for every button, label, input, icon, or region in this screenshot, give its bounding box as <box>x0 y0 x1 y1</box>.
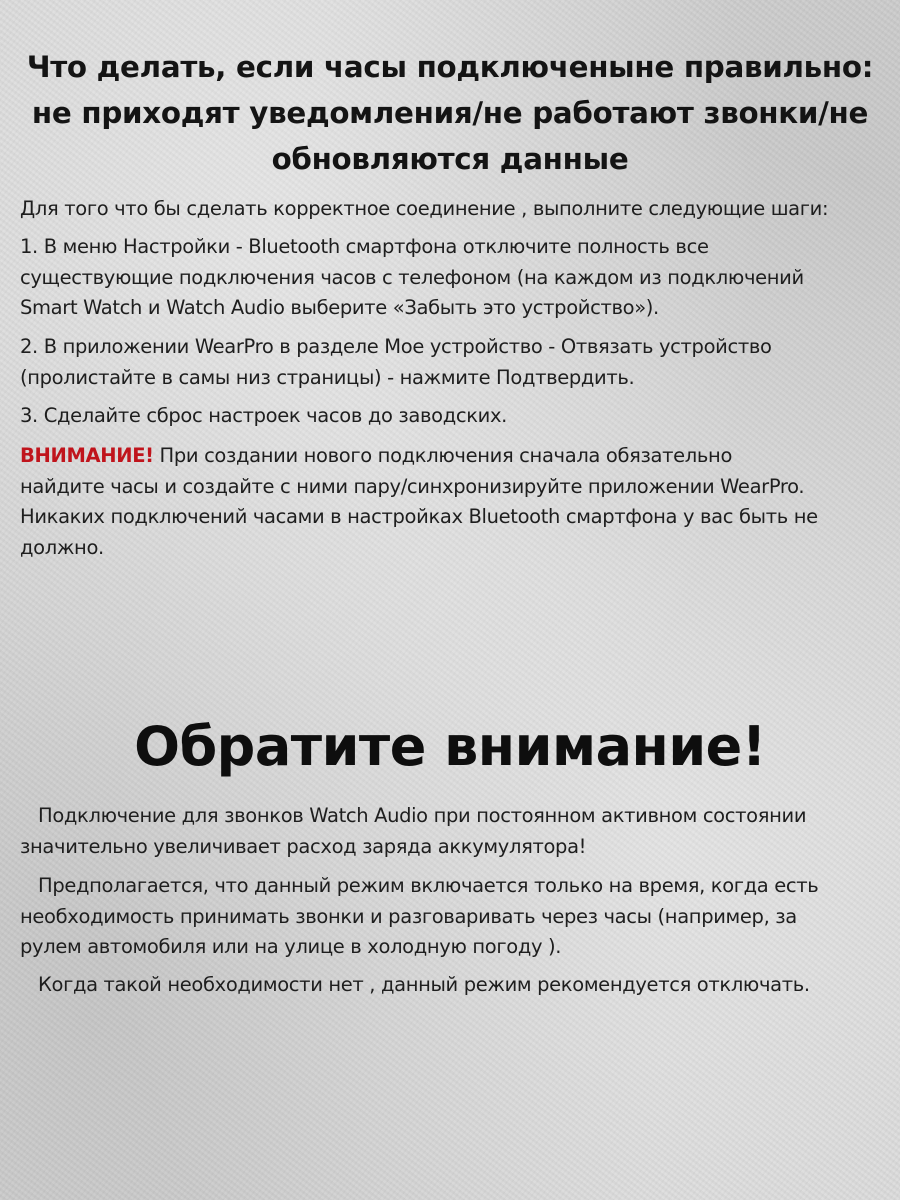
step-line: Smart Watch и Watch Audio выберите «Забыть это устройство»). <box>20 296 659 319</box>
paragraph-line: Когда такой необходимости нет , данный режим рекомендуется отключать. <box>38 973 810 996</box>
step-1 <box>20 232 890 324</box>
step-line: (пролистайте в самы низ страницы) - нажмите Подтвердить. <box>20 365 635 389</box>
heading-line: обновляются данные <box>271 142 629 176</box>
heading-line: не приходят уведомления/не работают звонки/не <box>31 96 869 130</box>
attention-paragraph-1 <box>20 801 890 862</box>
attention-paragraph-2 <box>20 871 890 963</box>
warning-line: должно. <box>20 535 104 559</box>
paragraph-line: значительно увеличивает расход заряда аккумулятора! <box>20 834 587 858</box>
step-line: 3. Сделайте сброс настроек часов до заводских. <box>20 404 508 427</box>
step-line: 1. В меню Настройки - Bluetooth смартфона отключите полность все <box>20 235 709 258</box>
warning-block <box>20 441 890 563</box>
paragraph-line: Подключение для звонков Watch Audio при постоянном активном состоянии <box>38 804 807 827</box>
intro-text: Для того что бы сделать корректное соединение , выполните следующие шаги: <box>20 197 829 220</box>
page-heading <box>0 44 900 182</box>
paragraph-line: Предполагается, что данный режим включается только на время, когда есть <box>38 874 819 897</box>
step-2 <box>20 332 890 393</box>
warning-line: найдите часы и создайте с ними пару/синхронизируйте приложении WearPro. <box>20 474 805 498</box>
instructions-intro <box>20 194 890 225</box>
attention-paragraph-3 <box>20 970 890 1001</box>
step-line: 2. В приложении WearPro в разделе Мое устройство - Отвязать устройство <box>20 335 772 358</box>
warning-line: Никаких подключений часами в настройках Bluetooth смартфона у вас быть не <box>20 505 818 528</box>
step-line: существующие подключения часов с телефоном (на каждом из подключений <box>20 265 804 289</box>
paragraph-line: рулем автомобиля или на улице в холодную погоду ). <box>20 935 562 958</box>
warning-first-line-text: При создании нового подключения сначала обязательно <box>153 444 733 467</box>
warning-first-line <box>20 441 890 472</box>
paragraph-line: необходимость принимать звонки и разговаривать через часы (например, за <box>20 904 797 928</box>
step-3 <box>20 401 890 432</box>
attention-title: Обратите внимание! <box>134 715 766 778</box>
heading-line: Что делать, если часы подключеныне правильно: <box>26 50 874 84</box>
warning-label: ВНИМАНИЕ! <box>20 444 154 467</box>
